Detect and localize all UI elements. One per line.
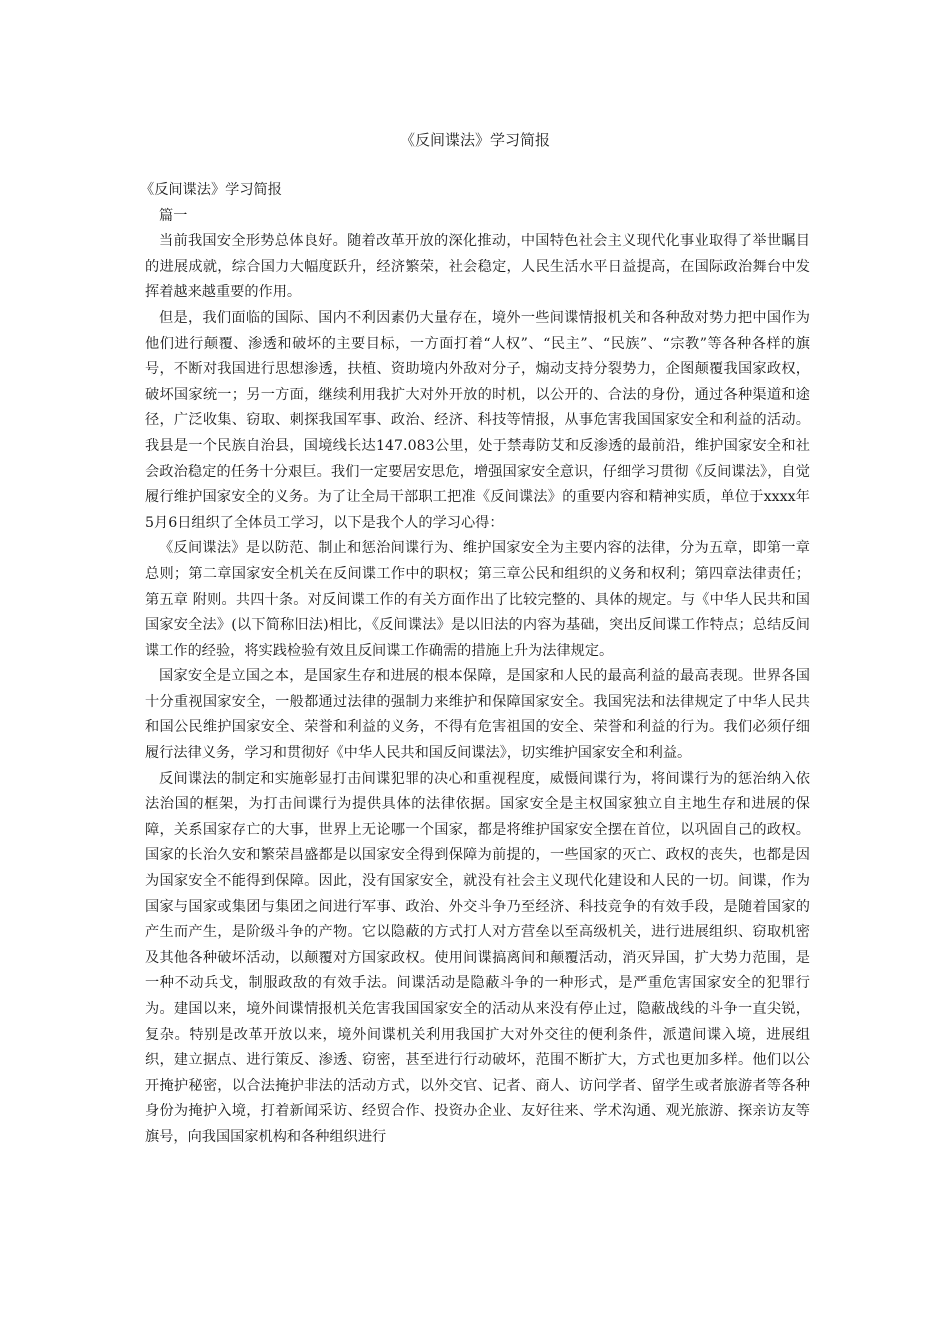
document-subtitle: 《反间谍法》学习简报 — [140, 182, 282, 198]
paragraph-4: 国家安全是立国之本，是国家生存和进展的根本保障，是国家和人民的最高利益的最高表现。世界各国十分重视国家安全，一般都通过法律的强制力来维护和保障国家安全。我国宪法和法律规定了中华人民共和国公民维护国家安全、荣誉和利益的义务，不得有危害祖国的安全、荣誉和利益的行为。我们必须仔细履行法律义务，学习和贯彻好《中华人民共和国反间谍法》，切实维护国家安全和利益。 — [145, 668, 810, 762]
section-label: 篇一 — [159, 207, 188, 224]
paragraph-5: 反间谍法的制定和实施彰显打击间谍犯罪的决心和重视程度，威慑间谍行为，将间谍行为的惩治纳入依法治国的框架，为打击间谍行为提供具体的法律依据。国家安全是主权国家独立自主地生存和进展的保障，关系国家存亡的大事，世界上无论哪一个国家，都是将维护国家安全摆在首位，以巩固自己的政权。国家的长治久安和繁荣昌盛都是以国家安全得到保障为前提的，一些国家的灭亡、政权的丧失，也都是因为国家安全不能得到保障。因此，没有国家安全，就没有社会主义现代化建设和人民的一切。间谍，作为国家与国家或集团与集团之间进行军事、政治、外交斗争乃至经济、科技竞争的有效手段，是随着国家的产生而产生，是阶级斗争的产物。它以隐蔽的方式打人对方营垒以至高级机关，进行进展组织、窃取机密及其他各种破坏活动，以颠覆对方国家政权。使用间谍搞离间和颠覆活动，消灭异国，扩大势力范围，是一种不动兵戈，制服政敌的有效手法。间谍活动是隐蔽斗争的一种形式，是严重危害国家安全的犯罪行为。建国以来，境外间谍情报机关危害我国国家安全的活动从来没有停止过，隐蔽战线的斗争一直尖锐，复杂。特别是改革开放以来，境外间谍机关利用我国扩大对外交往的便利条件，派遣间谍入境，进展组织，建立据点、进行策反、渗透、窃密，甚至进行行动破坏，范围不断扩大，方式也更加多样。他们以公开掩护秘密，以合法掩护非法的活动方式，以外交官、记者、商人、访问学者、留学生或者旅游者等各种身份为掩护入境，打着新闻采访、经贸合作、投资办企业、友好往来、学术沟通、观光旅游、探亲访友等旗号，向我国国家机构和各种组织进行 — [145, 770, 810, 1145]
paragraph-1: 当前我国安全形势总体良好。随着改革开放的深化推动，中国特色社会主义现代化事业取得了举世瞩目的进展成就，综合国力大幅度跃升，经济繁荣，社会稳定，人民生活水平日益提高，在国际政治舞台中发挥着越来越重要的作用。 — [145, 233, 810, 301]
document-title: 《反间谍法》学习简报 — [399, 131, 550, 149]
document-body — [140, 178, 810, 1151]
paragraph-2: 但是，我们面临的国际、国内不利因素仍大量存在，境外一些间谍情报机关和各种敌对势力把中国作为他们进行颠覆、渗透和破坏的主要目标，一方面打着“人权”、“民主”、“民族”、“宗教”等各种各样的旗号，不断对我国进行思想渗透，扶植、资助境内外敌对分子，煽动支持分裂势力，企图颠覆我国家政权，破坏国家统一；另一方面，继续利用我扩大对外开放的时机，以公开的、合法的身份，通过各种渠道和途径，广泛收集、窃取、刺探我国军事、政治、经济、科技等情报，从事危害我国国家安全和利益的活动。我县是一个民族自治县，国境线长达147.083公里，处于禁毒防艾和反渗透的最前沿，维护国家安全和社会政治稳定的任务十分艰巨。我们一定要居安思危，增强国家安全意识，仔细学习贯彻《反间谍法》，自觉履行维护国家安全的义务。为了让全局干部职工把准《反间谍法》的重要内容和精神实质，单位于xxxx年5月6日组织了全体员工学习，以下是我个人的学习心得： — [145, 309, 810, 531]
paragraph-3: 《反间谍法》是以防范、制止和惩治间谍行为、维护国家安全为主要内容的法律，分为五章，即第一章总则；第二章国家安全机关在反间谍工作中的职权；第三章公民和组织的义务和权利；第四章法律责任；第五章 附则。共四十条。对反间谍工作的有关方面作出了比较完整的、具体的规定。与《中华人民共和国国家安全法》(以下简称旧法)相比，《反间谍法》是以旧法的内容为基础，突出反间谍工作特点；总结反间谍工作的经验，将实践检验有效且反间谍工作确需的措施上升为法律规定。 — [145, 540, 810, 659]
